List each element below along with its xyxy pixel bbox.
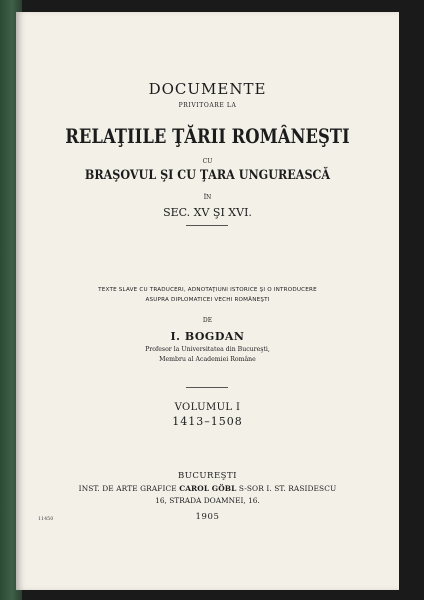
marginal-note: 11450	[38, 517, 54, 522]
divider-top	[186, 225, 228, 226]
subtitle-line-2: ASUPRA DIPLOMATICEI VECHI ROMÂNEŞTI	[145, 297, 270, 303]
text-de: DE	[202, 317, 213, 324]
subtitle-line-1: TEXTE SLAVE CU TRADUCERI, ADNOTAŢIUNI ISTORICE ŞI O INTRODUCERE	[98, 287, 317, 293]
author-title-2: Membru al Academiei Române	[159, 356, 256, 363]
printer-prefix: INST. DE ARTE GRAFICE	[78, 484, 177, 493]
publication-year: 1905	[195, 512, 220, 522]
author-title-1: Profesor la Universitatea din Bucureşti,	[145, 346, 270, 353]
text-cu: CU	[202, 158, 213, 165]
title-page	[16, 12, 399, 590]
main-title: RELAŢIILE ŢĂRII ROMÂNEŞTI	[65, 124, 350, 148]
printer-name: CAROL GÖBL	[179, 484, 237, 493]
printer-suffix: S-SOR I. ST. RASIDESCU	[238, 484, 337, 493]
volume-label: VOLUMUL I	[174, 402, 241, 413]
divider-middle	[186, 387, 228, 388]
volume-years: 1413–1508	[172, 415, 243, 428]
author-name: I. BOGDAN	[170, 330, 245, 343]
text-privitoare: PRIVITOARE LA	[178, 102, 237, 109]
printer-address: 16, STRADA DOAMNEI, 16.	[155, 496, 260, 505]
printer-line	[16, 484, 399, 493]
centuries-title: SEC. XV ŞI XVI.	[163, 206, 252, 219]
heading-documente: DOCUMENTE	[148, 80, 267, 98]
publication-city: BUCUREŞTI	[177, 471, 238, 481]
text-in: ÎN	[203, 194, 212, 201]
subject-title: BRAŞOVUL ŞI CU ŢARA UNGUREASCĂ	[84, 168, 331, 183]
